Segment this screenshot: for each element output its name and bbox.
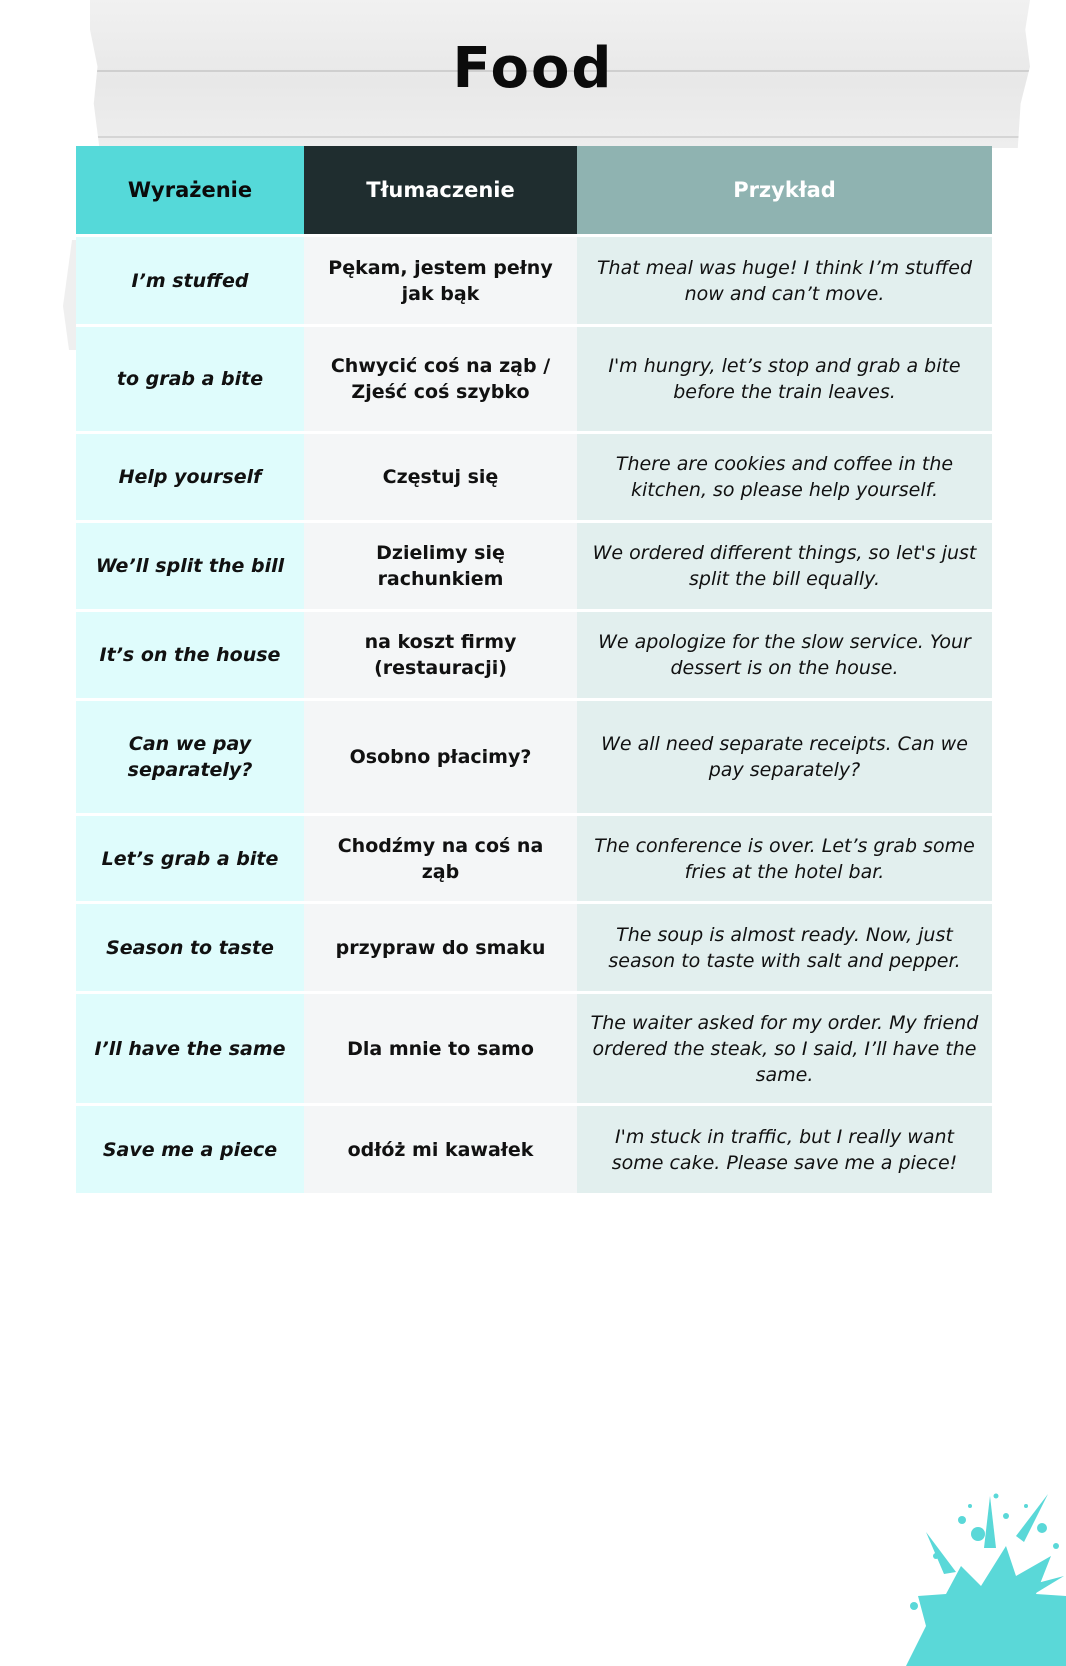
expression-cell: Let’s grab a bite — [76, 813, 304, 901]
expression-cell: Save me a piece — [76, 1103, 304, 1193]
translation-cell: na koszt firmy (restauracji) — [304, 609, 577, 698]
table-row — [76, 813, 992, 901]
column-header-translation: Tłumaczenie — [304, 146, 577, 234]
example-cell: The conference is over. Let’s grab some fries at the hotel bar. — [577, 813, 992, 901]
table-row — [76, 520, 992, 609]
table-row — [76, 234, 992, 324]
vocabulary-table — [76, 146, 992, 1193]
column-header-example: Przykład — [577, 146, 992, 234]
expression-cell: Season to taste — [76, 901, 304, 991]
expression-cell: It’s on the house — [76, 609, 304, 698]
table-row — [76, 609, 992, 698]
table-row — [76, 698, 992, 813]
paper-fold-line — [90, 136, 1030, 138]
example-cell: That meal was huge! I think I’m stuffed now and can’t move. — [577, 234, 992, 324]
translation-cell: Dla mnie to samo — [304, 991, 577, 1103]
table-row — [76, 1103, 992, 1193]
example-cell: We ordered different things, so let's just split the bill equally. — [577, 520, 992, 609]
paint-splash-decoration — [866, 1476, 1066, 1666]
translation-cell: przypraw do smaku — [304, 901, 577, 991]
table-row — [76, 324, 992, 431]
expression-cell: I’m stuffed — [76, 234, 304, 324]
page-title: Food — [452, 36, 614, 101]
translation-cell: Pękam, jestem pełny jak bąk — [304, 234, 577, 324]
example-cell: We all need separate receipts. Can we pay separately? — [577, 698, 992, 813]
example-cell: The waiter asked for my order. My friend ordered the steak, so I said, I’ll have the same. — [577, 991, 992, 1103]
expression-cell: to grab a bite — [76, 324, 304, 431]
column-header-expression: Wyrażenie — [76, 146, 304, 234]
translation-cell: Częstuj się — [304, 431, 577, 520]
expression-cell: We’ll split the bill — [76, 520, 304, 609]
expression-cell: Help yourself — [76, 431, 304, 520]
table-row — [76, 431, 992, 520]
table-row — [76, 991, 992, 1103]
example-cell: I'm hungry, let’s stop and grab a bite before the train leaves. — [577, 324, 992, 431]
table-row — [76, 901, 992, 991]
translation-cell: Dzielimy się rachunkiem — [304, 520, 577, 609]
translation-cell: Osobno płacimy? — [304, 698, 577, 813]
translation-cell: odłóż mi kawałek — [304, 1103, 577, 1193]
expression-cell: Can we pay separately? — [76, 698, 304, 813]
translation-cell: Chwycić coś na ząb / Zjeść coś szybko — [304, 324, 577, 431]
example-cell: The soup is almost ready. Now, just season to taste with salt and pepper. — [577, 901, 992, 991]
example-cell: We apologize for the slow service. Your dessert is on the house. — [577, 609, 992, 698]
example-cell: There are cookies and coffee in the kitchen, so please help yourself. — [577, 431, 992, 520]
translation-cell: Chodźmy na coś na ząb — [304, 813, 577, 901]
example-cell: I'm stuck in traffic, but I really want some cake. Please save me a piece! — [577, 1103, 992, 1193]
table-header-row — [76, 146, 992, 234]
expression-cell: I’ll have the same — [76, 991, 304, 1103]
